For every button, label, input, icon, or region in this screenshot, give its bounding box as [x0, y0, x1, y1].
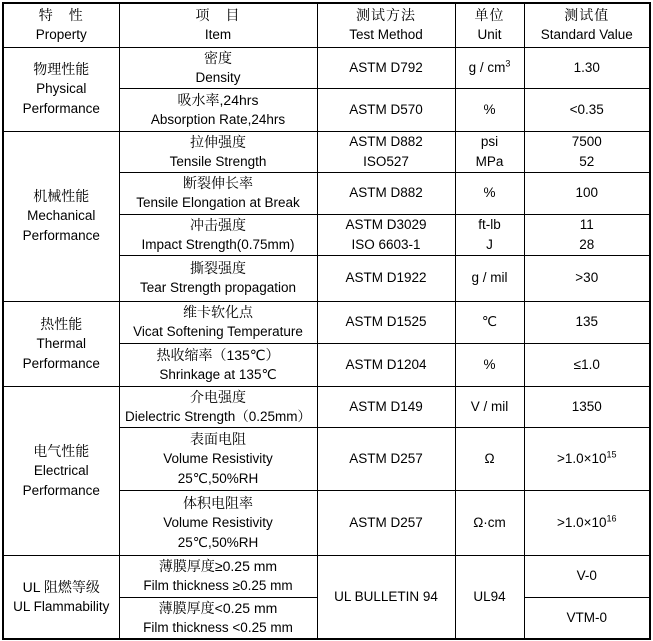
item-line-en2: 25℃,50%RH: [177, 534, 259, 550]
density-value: [524, 47, 650, 88]
value-line: [525, 449, 650, 469]
item-line-zh: 热收缩率（135℃）: [156, 346, 280, 363]
unit-line: g / mil: [471, 270, 508, 285]
tear-unit: [455, 255, 524, 301]
unit-line: %: [483, 356, 496, 372]
header-unit: [455, 3, 524, 47]
value-line: <0.35: [569, 101, 604, 117]
method-line-2: ISO 6603-1: [351, 236, 421, 252]
tear-method: [317, 255, 455, 301]
row-dielectric: [3, 386, 650, 427]
item-line-en: Dielectric Strength（0.25mm）: [124, 408, 312, 424]
item-line-zh: 断裂伸长率: [183, 175, 253, 191]
unit-line: [456, 58, 524, 78]
method-line: ASTM D149: [349, 398, 423, 414]
dielectric-method: [317, 386, 455, 427]
material-spec-table: [2, 2, 651, 640]
method-line: ASTM D257: [349, 450, 423, 466]
header-method-zh: 测试方法: [356, 7, 416, 24]
method-line-1: ASTM D882: [349, 133, 423, 149]
value-line: 1.30: [573, 59, 600, 75]
volume-resistivity-item: [119, 490, 317, 555]
row-ul-thick: [3, 555, 650, 597]
unit-line-2: MPa: [475, 153, 504, 169]
method-line: ASTM D1922: [345, 270, 427, 285]
surface-resistance-unit: [455, 427, 524, 490]
dielectric-item: [119, 386, 317, 427]
group-electrical-performance: [3, 386, 119, 555]
item-line-zh: 密度: [204, 49, 232, 66]
value-line-2: 28: [579, 236, 595, 252]
header-property: [3, 3, 119, 47]
item-line-en: Absorption Rate,24hrs: [150, 111, 286, 127]
ul-method: [317, 555, 455, 639]
value-superscript: 16: [606, 513, 617, 523]
elongation-value: [524, 172, 650, 214]
value-base: >1.0×10: [556, 514, 607, 530]
method-line: ASTM D792: [349, 59, 423, 75]
unit-base: g / cm: [468, 59, 506, 75]
tear-value: [524, 255, 650, 301]
unit-line: Ω·cm: [473, 514, 506, 530]
unit-line: %: [483, 185, 496, 200]
value-line: V-0: [576, 568, 597, 583]
value-line: 100: [575, 185, 599, 200]
value-superscript: 15: [606, 449, 617, 459]
value-line-1: 7500: [571, 133, 602, 149]
item-line-zh: 撕裂强度: [190, 260, 246, 276]
item-line-en2: 25℃,50%RH: [177, 470, 259, 486]
unit-line-1: psi: [480, 133, 499, 149]
group-label-en: Physical Performance: [22, 81, 100, 116]
method-line: ASTM D1204: [345, 356, 427, 372]
volume-resistivity-unit: [455, 490, 524, 555]
header-test-method: [317, 3, 455, 47]
item-line-zh: 表面电阻: [190, 430, 246, 447]
ul-unit: [455, 555, 524, 639]
item-line-en: Vicat Softening Temperature: [133, 324, 303, 339]
unit-line: ℃: [481, 314, 498, 329]
value-line: [525, 513, 650, 533]
impact-unit: [455, 214, 524, 255]
shrinkage-unit: [455, 343, 524, 386]
value-line: 135: [575, 314, 599, 329]
ul-thin-item: [119, 597, 317, 639]
header-item: [119, 3, 317, 47]
tensile-method: [317, 131, 455, 172]
row-density: [3, 47, 650, 88]
value-line-2: 52: [579, 153, 595, 169]
ul-thick-item: [119, 555, 317, 597]
absorption-unit: [455, 88, 524, 131]
unit-line: V / mil: [470, 398, 509, 414]
header-unit-en: Unit: [477, 27, 502, 43]
item-line-en: Impact Strength(0.75mm): [141, 236, 295, 252]
group-label-en: Thermal Performance: [22, 335, 100, 371]
item-line-zh: 拉伸强度: [190, 133, 246, 150]
elongation-item: [119, 172, 317, 214]
item-line-en: Shrinkage at 135℃: [159, 366, 277, 382]
unit-line: %: [483, 101, 496, 117]
volume-resistivity-value: [524, 490, 650, 555]
tear-item: [119, 255, 317, 301]
item-line-zh: 薄膜厚度≥0.25 mm: [158, 558, 278, 574]
value-line: >30: [575, 270, 599, 285]
vicat-item: [119, 301, 317, 343]
group-mechanical-performance: [3, 131, 119, 301]
absorption-value: [524, 88, 650, 131]
group-physical-performance: [3, 47, 119, 131]
impact-item: [119, 214, 317, 255]
surface-resistance-item: [119, 427, 317, 490]
value-line: VTM-0: [566, 609, 607, 625]
surface-resistance-value: [524, 427, 650, 490]
shrinkage-item: [119, 343, 317, 386]
method-line: UL BULLETIN 94: [334, 588, 438, 604]
header-value-en: Standard Value: [540, 27, 633, 43]
header-standard-value: [524, 3, 650, 47]
absorption-item: [119, 88, 317, 131]
item-line-zh: 体积电阻率: [183, 494, 253, 511]
impact-value: [524, 214, 650, 255]
unit-line-1: ft-lb: [478, 216, 501, 232]
header-item-zh: 项 目: [195, 7, 241, 24]
item-line-en: Film thickness ≥0.25 mm: [143, 578, 293, 593]
vicat-value: [524, 301, 650, 343]
dielectric-value: [524, 386, 650, 427]
dielectric-unit: [455, 386, 524, 427]
header-property-zh: 特 性: [38, 7, 84, 24]
item-line-zh: 吸水率,24hrs: [177, 91, 259, 108]
group-label-zh: 机械性能: [33, 188, 90, 204]
unit-superscript: 3: [505, 58, 511, 68]
item-line-en: Film thickness <0.25 mm: [143, 619, 293, 635]
vicat-method: [317, 301, 455, 343]
group-label-zh: 物理性能: [33, 61, 90, 77]
elongation-method: [317, 172, 455, 214]
impact-method: [317, 214, 455, 255]
item-line-en: Tensile Strength: [169, 153, 267, 169]
tensile-unit: [455, 131, 524, 172]
density-unit: [455, 47, 524, 88]
elongation-unit: [455, 172, 524, 214]
density-method: [317, 47, 455, 88]
header-unit-zh: 单位: [474, 7, 505, 24]
header-item-en: Item: [204, 27, 232, 43]
row-vicat: [3, 301, 650, 343]
item-line-zh: 薄膜厚度<0.25 mm: [158, 599, 278, 616]
tensile-value: [524, 131, 650, 172]
unit-line: Ω: [484, 450, 495, 466]
volume-resistivity-method: [317, 490, 455, 555]
item-line-zh: 介电强度: [190, 388, 246, 405]
group-ul-flammability: [3, 555, 119, 639]
header-method-en: Test Method: [349, 27, 423, 43]
method-line: ASTM D882: [349, 185, 423, 200]
value-line: ≤1.0: [573, 356, 600, 372]
method-line: ASTM D257: [349, 514, 423, 530]
value-line: 1350: [571, 398, 602, 414]
method-line: ASTM D570: [349, 101, 423, 117]
ul-thick-value: [524, 555, 650, 597]
item-line-en: Volume Resistivity: [163, 450, 273, 466]
method-line-2: ISO527: [363, 153, 409, 169]
group-label-en: Mechanical Performance: [22, 208, 100, 243]
item-line-en: Density: [195, 69, 241, 85]
surface-resistance-method: [317, 427, 455, 490]
group-label-zh: 热性能: [40, 315, 83, 332]
item-line-zh: 维卡软化点: [183, 304, 253, 320]
tensile-item: [119, 131, 317, 172]
row-tensile-strength: [3, 131, 650, 172]
density-item: [119, 47, 317, 88]
group-label-en: UL Flammability: [13, 598, 110, 614]
value-base: >1.0×10: [556, 450, 607, 466]
header-property-en: Property: [35, 27, 87, 43]
unit-line: UL94: [473, 588, 506, 604]
group-label-en: Electrical Performance: [22, 462, 100, 498]
vicat-unit: [455, 301, 524, 343]
group-label-zh: UL 阻燃等级: [22, 578, 100, 595]
shrinkage-value: [524, 343, 650, 386]
method-line-1: ASTM D3029: [345, 216, 427, 232]
group-label-zh: 电气性能: [33, 442, 90, 459]
method-line: ASTM D1525: [345, 314, 427, 329]
ul-thin-value: [524, 597, 650, 639]
absorption-method: [317, 88, 455, 131]
value-line-1: 11: [579, 216, 594, 232]
item-line-zh: 冲击强度: [190, 216, 246, 233]
group-thermal-performance: [3, 301, 119, 386]
shrinkage-method: [317, 343, 455, 386]
item-line-en: Tear Strength propagation: [139, 280, 297, 295]
header-value-zh: 测试值: [564, 7, 610, 24]
item-line-en: Volume Resistivity: [163, 514, 273, 530]
item-line-en: Tensile Elongation at Break: [136, 195, 300, 210]
unit-line-2: J: [486, 236, 493, 252]
header-row: [3, 3, 650, 47]
